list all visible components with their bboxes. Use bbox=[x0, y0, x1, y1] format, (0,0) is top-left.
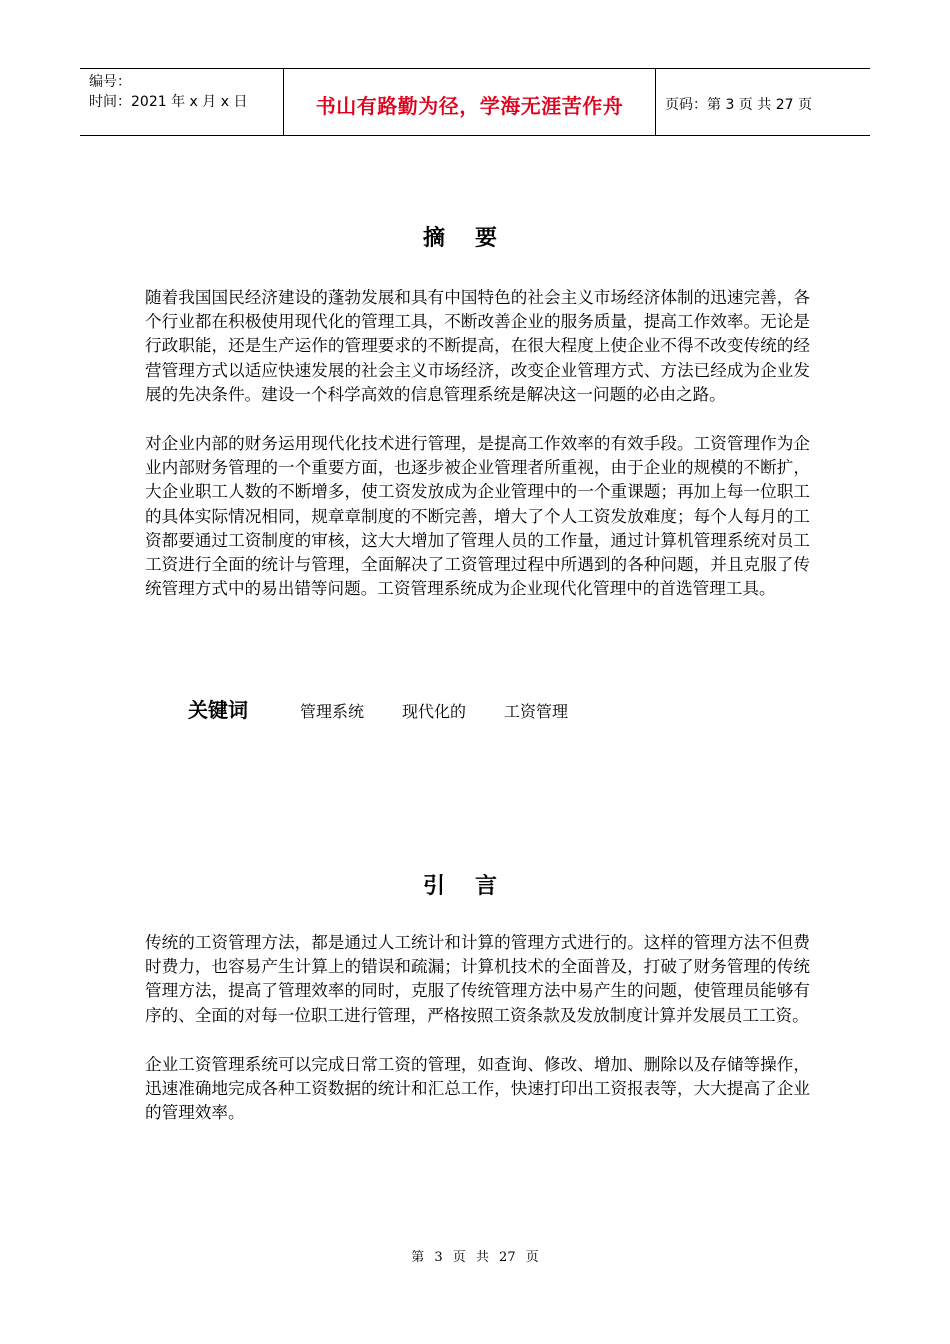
intro-paragraph-1: 传统的工资管理方法，都是通过人工统计和计算的管理方式进行的。这样的管理方法不但费时费力，也容易产生计算上的错误和疏漏；计算机技术的全面普及，打破了财务管理的传统管理方法，提高了管理效率的同时，克服了传统管理方法中易产生的问题，使管理员能够有序的、全面的对每一位职工进行管理，严格按照工资条款及发放制度计算并发展员工工资。 bbox=[145, 933, 810, 1025]
document-date: 时间：2021 年 x 月 x 日 bbox=[89, 94, 248, 110]
intro-title: 引言 bbox=[422, 874, 527, 899]
abstract-title: 摘要 bbox=[422, 226, 527, 251]
keywords-row bbox=[188, 694, 568, 723]
page-footer: 第 3 页 共 27 页 bbox=[411, 1250, 539, 1265]
keyword-item: 管理系统 bbox=[300, 702, 365, 721]
abstract-paragraph-1: 随着我国国民经济建设的蓬勃发展和具有中国特色的社会主义市场经济体制的迅速完善，各个行业都在积极使用现代化的管理工具，不断改善企业的服务质量，提高工作效率。无论是行政职能，还是生产运作的管理要求的不断提高，在很大程度上使企业不得不改变传统的经营管理方式以适应快速发展的社会主义市场经济，改变企业管理方式、方法已经成为企业发展的先决条件。建设一个科学高效的信息管理系统是解决这一问题的必由之路。 bbox=[145, 288, 810, 404]
header-motto-cell bbox=[283, 69, 656, 135]
document-number-label: 编号： bbox=[89, 74, 131, 90]
intro-paragraph-2: 企业工资管理系统可以完成日常工资的管理，如查询、修改、增加、删除以及存储等操作，迅速准确地完成各种工资数据的统计和汇总工作，快速打印出工资报表等，大大提高了企业的管理效率。 bbox=[145, 1055, 810, 1123]
keywords-label: 关键词 bbox=[188, 698, 248, 722]
keyword-item: 现代化的 bbox=[402, 702, 467, 721]
header-meta bbox=[80, 69, 283, 135]
header-motto: 书山有路勤为径，学海无涯苦作舟 bbox=[315, 93, 624, 118]
header-page-info: 页码：第 3 页 共 27 页 bbox=[665, 97, 812, 113]
page-header bbox=[80, 68, 870, 136]
keyword-item: 工资管理 bbox=[504, 702, 569, 721]
abstract-paragraph-2: 对企业内部的财务运用现代化技术进行管理，是提高工作效率的有效手段。工资管理作为企业内部财务管理的一个重要方面，也逐步被企业管理者所重视，由于企业的规模的不断扩，大企业职工人数的不断增多，使工资发放成为企业管理中的一个重课题；再加上每一位职工的具体实际情况相同，规章章制度的不断完善，增大了个人工资发放难度；每个人每月的工资都要通过工资制度的审核，这大大增加了管理人员的工作量，通过计算机管理系统对员工工资进行全面的统计与管理，全面解决了工资管理过程中所遇到的各种问题，并且克服了传统管理方式中的易出错等问题。工资管理系统成为企业现代化管理中的首选管理工具。 bbox=[145, 434, 810, 599]
